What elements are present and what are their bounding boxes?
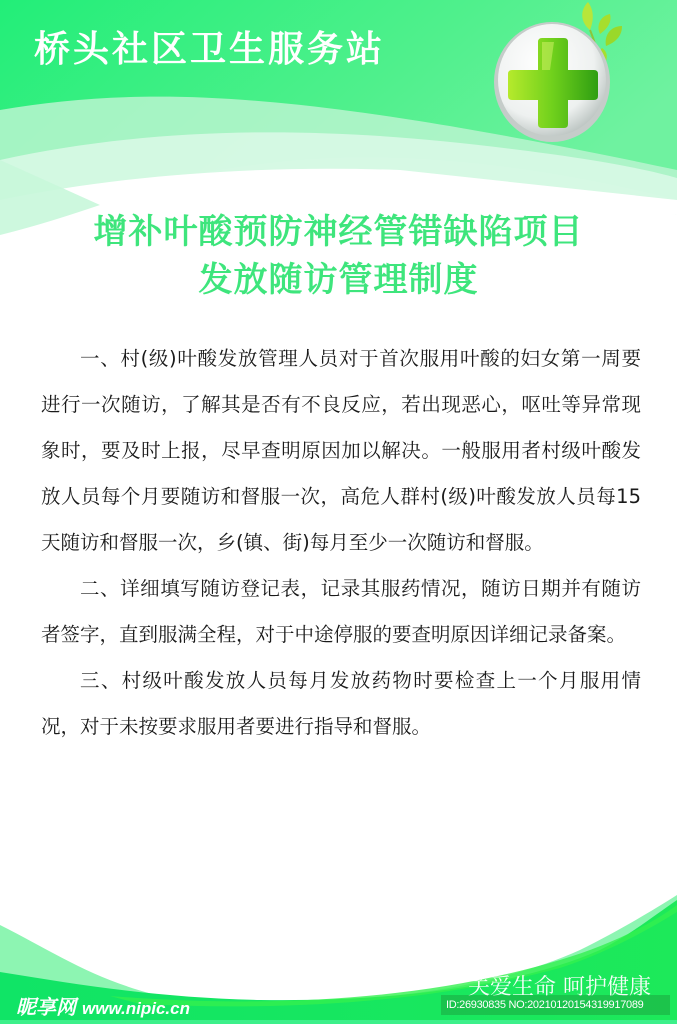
watermark-id: ID:26930835 NO:20210120154319917089: [446, 999, 644, 1011]
footer-slogan: 关爱生命 呵护健康: [468, 975, 651, 1000]
document-title-line2: 发放随访管理制度: [198, 260, 479, 300]
document-body: [41, 336, 641, 750]
site-watermark: [16, 994, 190, 1022]
paragraph-1: 一、村(级)叶酸发放管理人员对于首次服用叶酸的妇女第一周要进行一次随访，了解其是否有不良反应，若出现恶心，呕吐等异常现象时，要及时上报，尽早查明原因加以解决。一般服用者村级叶酸发放人员每个月要随访和督服一次，高危人群村(级)叶酸发放人员每15天随访和督服一次，乡(镇、街)每月至少一次随访和督服。: [41, 347, 641, 554]
organization-name: 桥头社区卫生服务站: [34, 29, 386, 70]
medical-cross-icon: [480, 0, 630, 150]
document-title: [0, 208, 677, 304]
site-url: www.nipic.cn: [82, 999, 190, 1018]
site-name: 昵享网: [16, 995, 76, 1019]
document-title-line1: 增补叶酸预防神经管错缺陷项目: [93, 212, 584, 252]
paragraph-2: 二、详细填写随访登记表，记录其服药情况，随访日期并有随访者签字，直到服满全程，对于中途停服的要查明原因详细记录备案。: [41, 577, 641, 646]
paragraph-3: 三、村级叶酸发放人员每月发放药物时要检查上一个月服用情况，对于未按要求服用者要进行指导和督服。: [41, 669, 641, 738]
